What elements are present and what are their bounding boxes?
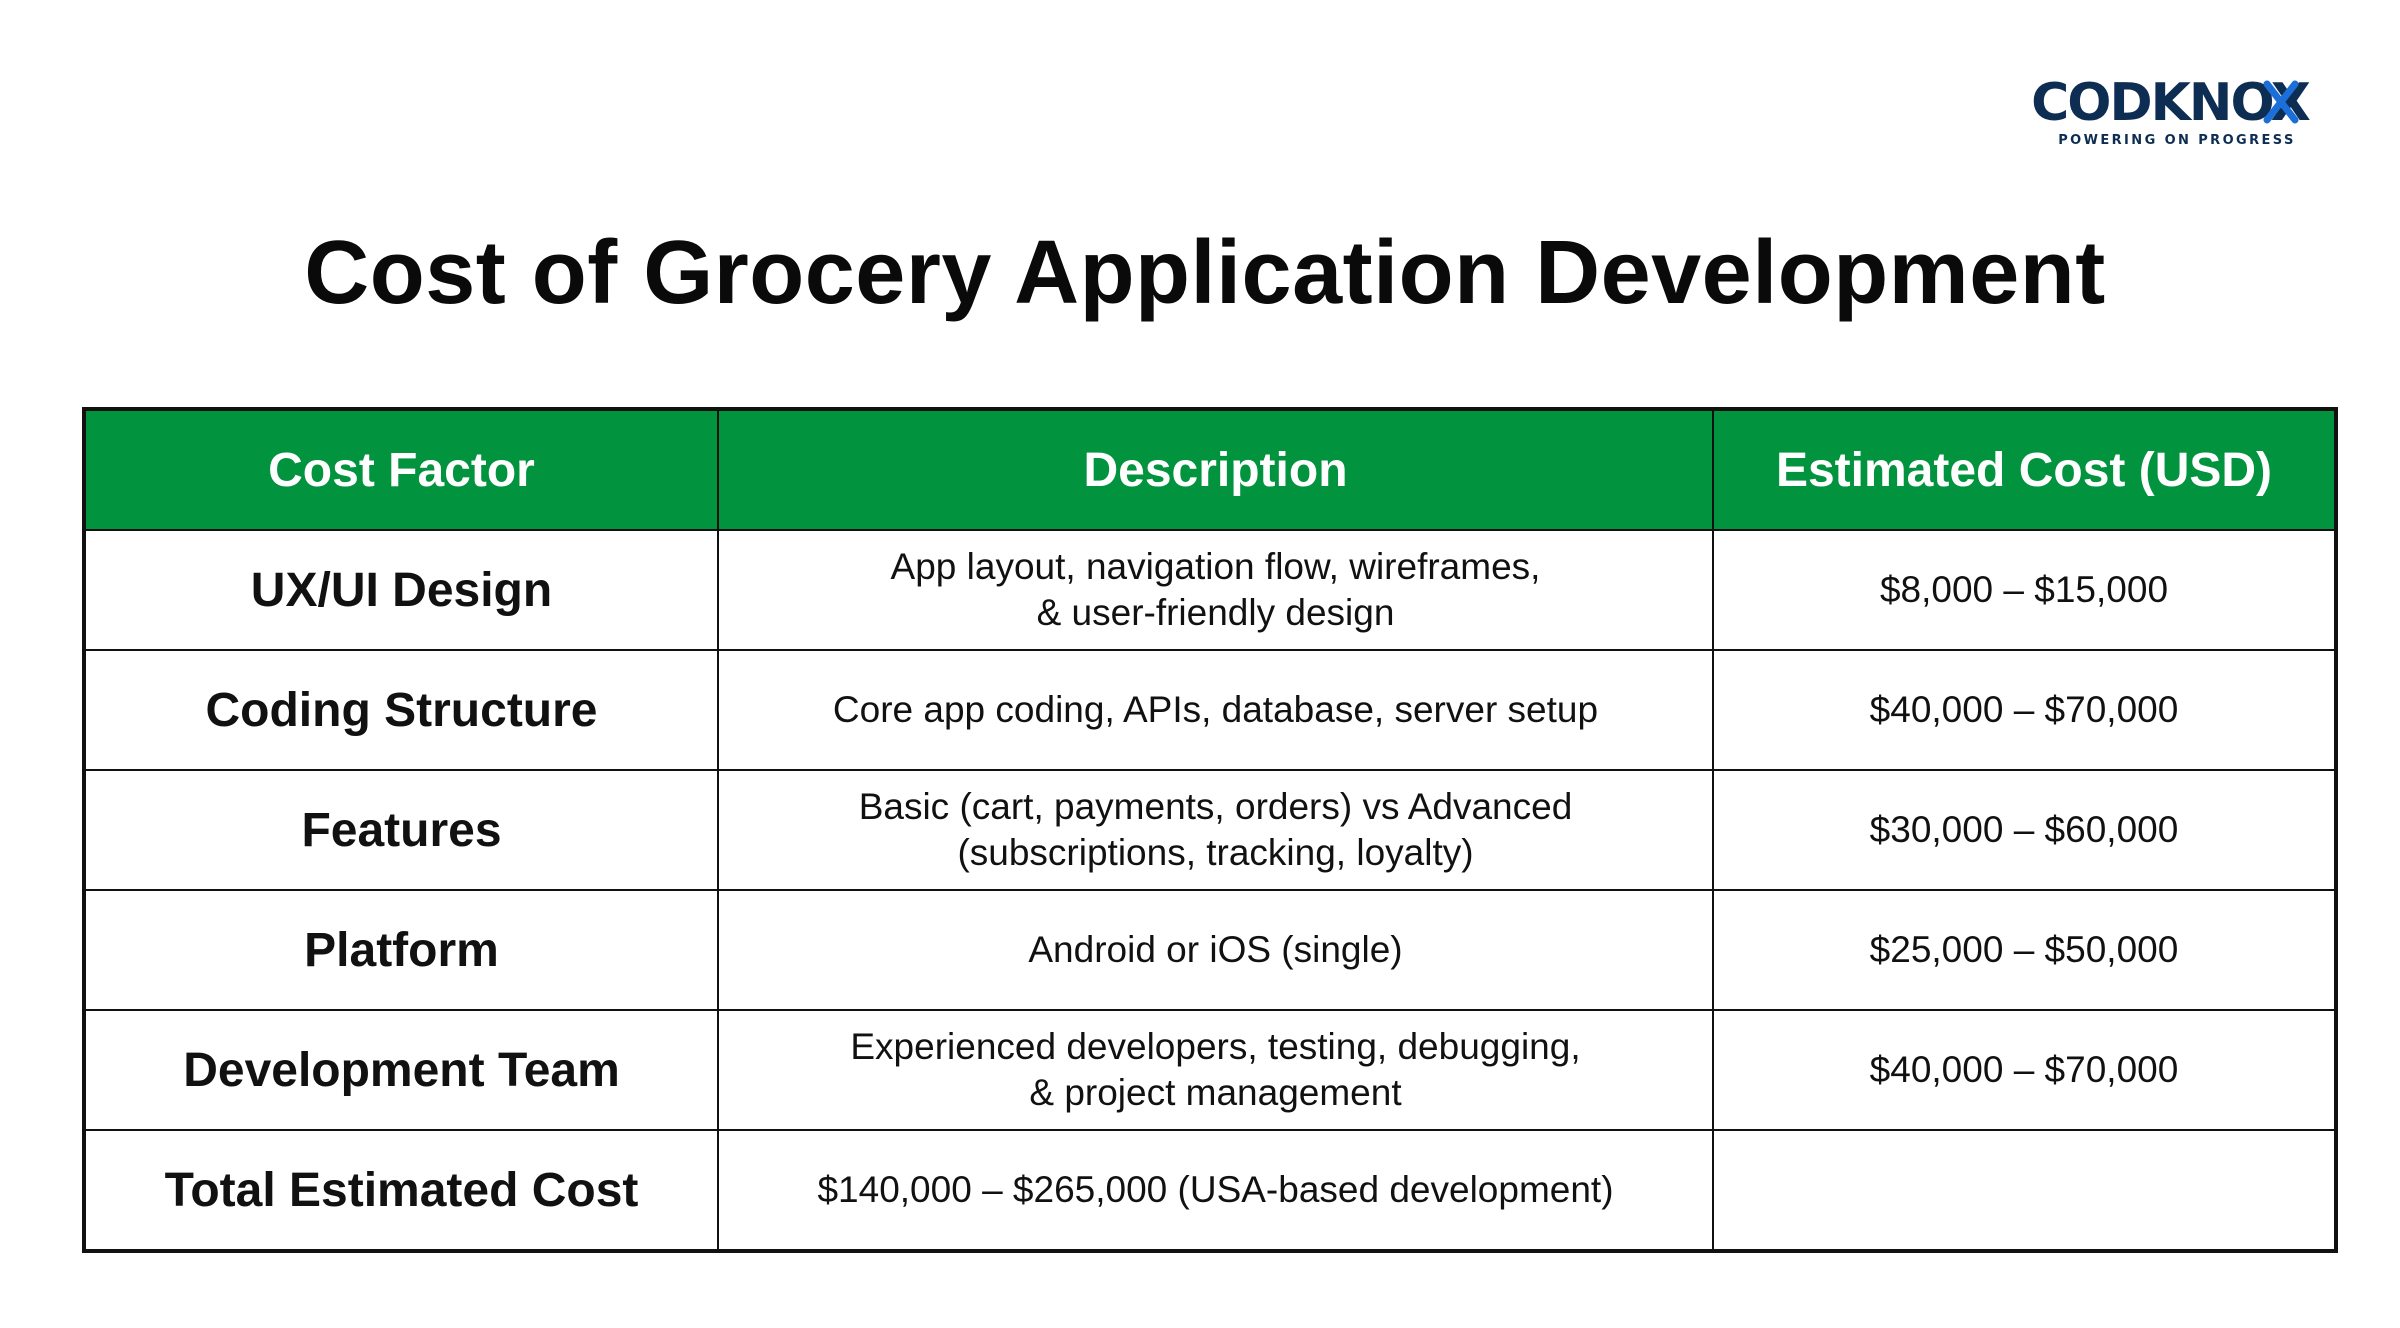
- description-line: Android or iOS (single): [1028, 929, 1403, 970]
- table-row: [84, 1010, 2336, 1130]
- cell-factor: Platform: [84, 890, 718, 1010]
- cell-cost: $40,000 – $70,000: [1713, 650, 2336, 770]
- codknox-logo: [2005, 76, 2335, 148]
- table-row: [84, 650, 2336, 770]
- description-line: & project management: [1029, 1072, 1402, 1113]
- logo-wordmark: CODKNOX: [2031, 76, 2309, 133]
- cell-description: [718, 890, 1713, 1010]
- description-line: App layout, navigation flow, wireframes,: [890, 546, 1541, 587]
- table-header-row: [84, 409, 2336, 530]
- table-row: [84, 530, 2336, 650]
- cell-cost: $30,000 – $60,000: [1713, 770, 2336, 890]
- cell-factor: UX/UI Design: [84, 530, 718, 650]
- header-description: Description: [718, 409, 1713, 530]
- codknox-logo-mark: [2005, 76, 2335, 148]
- description-line: Experienced developers, testing, debugging,: [850, 1026, 1581, 1067]
- header-estimated-cost: Estimated Cost (USD): [1713, 409, 2336, 530]
- cell-cost: $40,000 – $70,000: [1713, 1010, 2336, 1130]
- cell-description: [718, 770, 1713, 890]
- table-row: [84, 770, 2336, 890]
- logo-tagline: POWERING ON PROGRESS: [2058, 133, 2296, 148]
- cell-description: [718, 1130, 1713, 1251]
- description-line: Core app coding, APIs, database, server setup: [832, 689, 1599, 730]
- cell-description: [718, 530, 1713, 650]
- cost-table: [82, 407, 2338, 1253]
- description-line: Basic (cart, payments, orders) vs Advanced: [858, 786, 1573, 827]
- cell-factor: Features: [84, 770, 718, 890]
- cell-description: [718, 650, 1713, 770]
- cell-factor: Development Team: [84, 1010, 718, 1130]
- cell-factor: Total Estimated Cost: [84, 1130, 718, 1251]
- cell-cost: [1713, 1130, 2336, 1251]
- table-row: [84, 890, 2336, 1010]
- cell-description: [718, 1010, 1713, 1130]
- header-cost-factor: Cost Factor: [84, 409, 718, 530]
- page-title: Cost of Grocery Application Development: [304, 223, 2106, 323]
- cell-cost: $8,000 – $15,000: [1713, 530, 2336, 650]
- description-line: $140,000 – $265,000 (USA-based development): [817, 1169, 1614, 1210]
- table-row-total: [84, 1130, 2336, 1251]
- description-line: (subscriptions, tracking, loyalty): [957, 832, 1474, 873]
- cell-factor: Coding Structure: [84, 650, 718, 770]
- cell-cost: $25,000 – $50,000: [1713, 890, 2336, 1010]
- description-line: & user-friendly design: [1036, 592, 1395, 633]
